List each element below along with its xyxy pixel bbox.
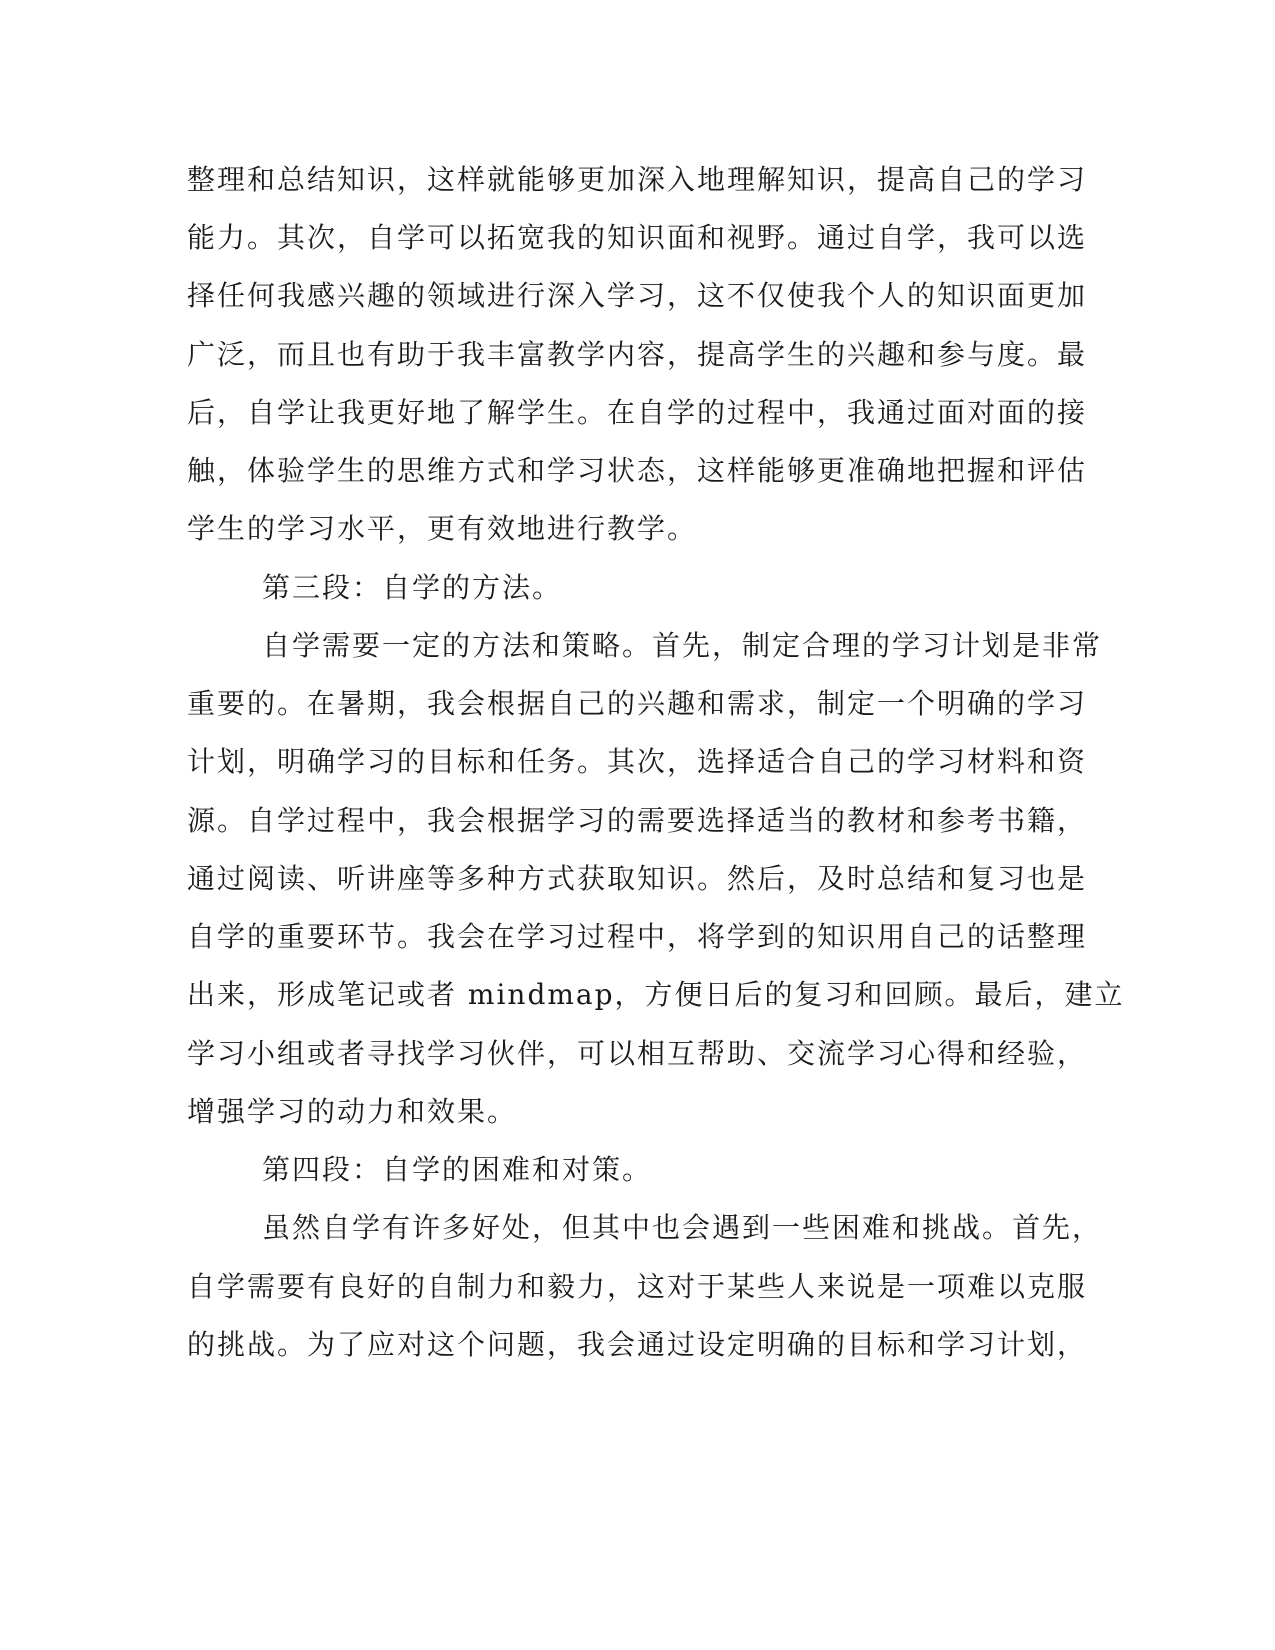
text-line: 自学需要有良好的自制力和毅力，这对于某些人来说是一项难以克服: [187, 1270, 1088, 1303]
text-line: 重要的。在暑期，我会根据自己的兴趣和需求，制定一个明确的学习: [187, 687, 1088, 720]
text-line: 触，体验学生的思维方式和学习状态，这样能够更准确地把握和评估: [187, 454, 1088, 487]
text-line: 增强学习的动力和效果。: [187, 1095, 518, 1128]
text-line: 整理和总结知识，这样就能够更加深入地理解知识，提高自己的学习: [187, 163, 1088, 196]
text-line: 源。自学过程中，我会根据学习的需要选择适当的教材和参考书籍，: [187, 804, 1088, 837]
text-line: 虽然自学有许多好处，但其中也会遇到一些困难和挑战。首先，: [262, 1211, 1103, 1244]
text-line: 后，自学让我更好地了解学生。在自学的过程中，我通过面对面的接: [187, 396, 1088, 429]
text-line: 的挑战。为了应对这个问题，我会通过设定明确的目标和学习计划，: [187, 1328, 1088, 1361]
text-line: 计划，明确学习的目标和任务。其次，选择适合自己的学习材料和资: [187, 745, 1088, 778]
text-line: 择任何我感兴趣的领域进行深入学习，这不仅使我个人的知识面更加: [187, 279, 1088, 312]
text-line: 出来，形成笔记或者 mindmap，方便日后的复习和回顾。最后，建立: [187, 978, 1125, 1011]
text-line: 学习小组或者寻找学习伙伴，可以相互帮助、交流学习心得和经验，: [187, 1037, 1088, 1070]
section-heading: 第四段：自学的困难和对策。: [262, 1153, 653, 1186]
text-line: 广泛，而且也有助于我丰富教学内容，提高学生的兴趣和参与度。最: [187, 338, 1088, 371]
text-line: 自学的重要环节。我会在学习过程中，将学到的知识用自己的话整理: [187, 920, 1088, 953]
text-line: 学生的学习水平，更有效地进行教学。: [187, 512, 698, 545]
text-line: 自学需要一定的方法和策略。首先，制定合理的学习计划是非常: [262, 629, 1103, 662]
text-line: 通过阅读、听讲座等多种方式获取知识。然后，及时总结和复习也是: [187, 862, 1088, 895]
section-heading: 第三段：自学的方法。: [262, 571, 563, 604]
text-line: 能力。其次，自学可以拓宽我的知识面和视野。通过自学，我可以选: [187, 221, 1088, 254]
